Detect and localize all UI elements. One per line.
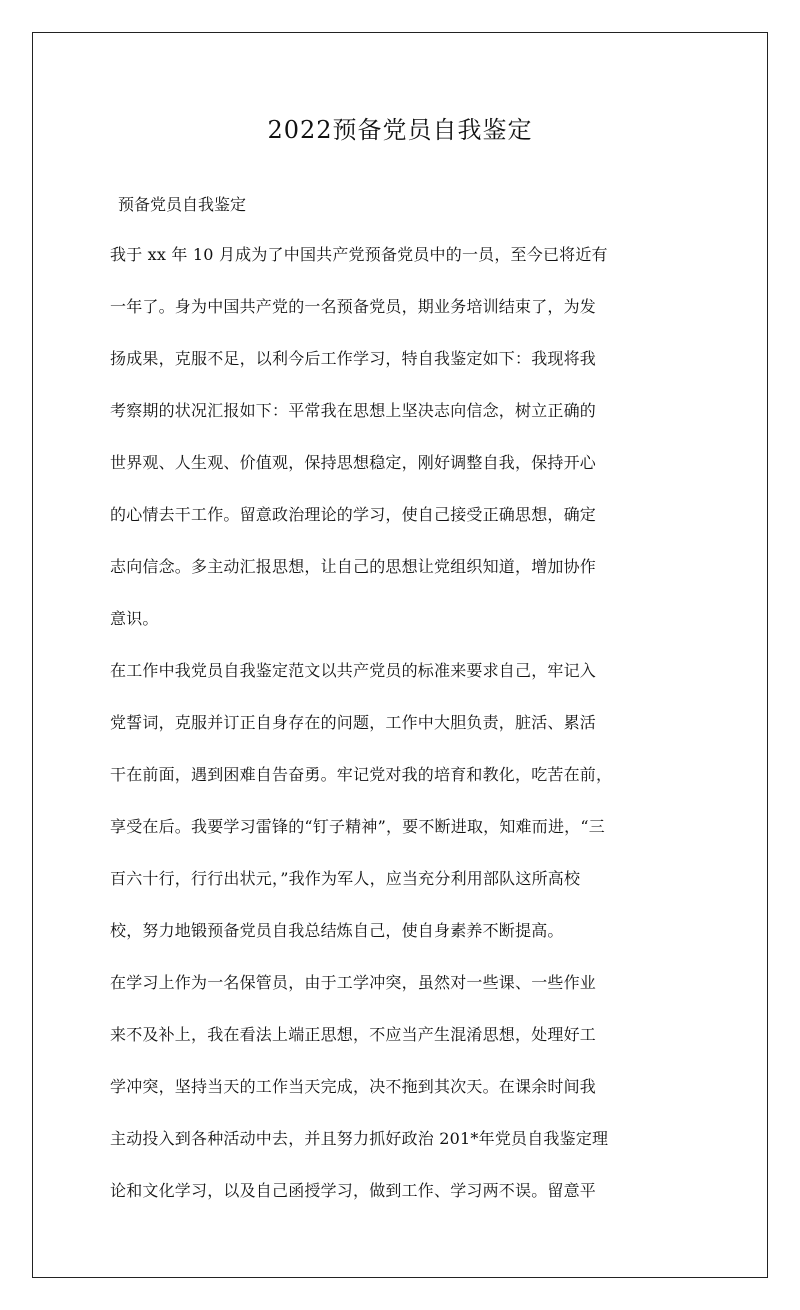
body-line-8: 意识。 — [110, 609, 159, 628]
body-line-9: 在工作中我党员自我鉴定范文以共产党员的标准来要求自己，牢记入 — [110, 661, 597, 680]
body-line-10: 党誓词，克服并订正自身存在的问题，工作中大胆负责，脏活、累活 — [110, 713, 597, 732]
document-title: 2022预备党员自我鉴定 — [267, 116, 533, 144]
body-line-5: 世界观、人生观、价值观，保持思想稳定，刚好调整自我，保持开心 — [110, 453, 597, 472]
document-subtitle: 预备党员自我鉴定 — [118, 195, 247, 214]
body-line-14: 校，努力地锻预备党员自我总结炼自己，使自身素养不断提高。 — [110, 921, 564, 940]
body-line-2: 一年了。身为中国共产党的一名预备党员，期业务培训结束了，为发 — [110, 297, 597, 316]
body-line-12: 享受在后。我要学习雷锋的“钉子精神”，要不断进取，知难而进，“三 — [110, 817, 605, 836]
body-line-17: 学冲突，坚持当天的工作当天完成，决不拖到其次天。在课余时间我 — [110, 1077, 597, 1096]
body-line-16: 来不及补上，我在看法上端正思想，不应当产生混淆思想，处理好工 — [110, 1025, 597, 1044]
body-line-11: 干在前面，遇到困难自告奋勇。牢记党对我的培育和教化，吃苦在前， — [110, 765, 613, 784]
body-line-18: 主动投入到各种活动中去，并且努力抓好政治 201*年党员自我鉴定理 — [110, 1129, 609, 1148]
body-line-1: 我于 xx 年 10 月成为了中国共产党预备党员中的一员，至今已将近有 — [110, 245, 608, 264]
body-line-19: 论和文化学习，以及自己函授学习，做到工作、学习两不误。留意平 — [110, 1181, 597, 1200]
body-line-3: 扬成果，克服不足，以利今后工作学习，特自我鉴定如下：我现将我 — [110, 349, 597, 368]
body-line-4: 考察期的状况汇报如下：平常我在思想上坚决志向信念，树立正确的 — [110, 401, 597, 420]
body-line-15: 在学习上作为一名保管员，由于工学冲突，虽然对一些课、一些作业 — [110, 973, 597, 992]
body-line-7: 志向信念。多主动汇报思想，让自己的思想让党组织知道，增加协作 — [110, 557, 597, 576]
body-line-13: 百六十行，行行出状元，”我作为军人，应当充分利用部队这所高校 — [110, 869, 581, 888]
body-line-6: 的心情去干工作。留意政治理论的学习，使自己接受正确思想，确定 — [110, 505, 597, 524]
